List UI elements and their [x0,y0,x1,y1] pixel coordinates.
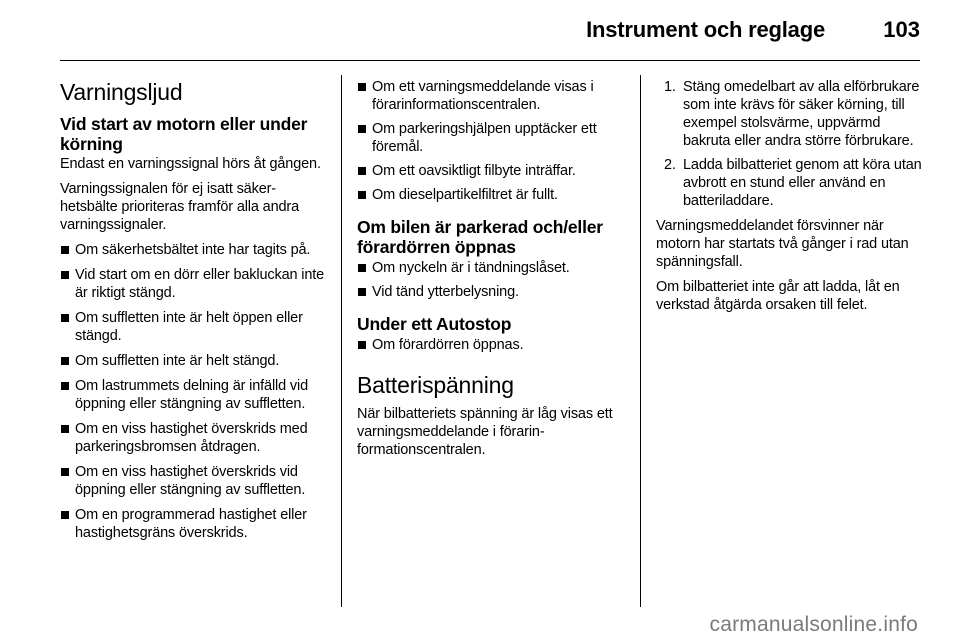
paragraph: Om bilbatteriet inte går att ladda, låt en verkstad åtgärda orsaken till felet. [656,279,900,313]
column-1 [60,62,325,542]
list-item: Om ett varningsmeddelande visas i förarinformationscentralen. [357,78,625,114]
step-number: 1. [664,79,676,95]
list-item [656,78,922,150]
paragraph: Varningssignalen för ej isatt säkerhetsbälte prioriteras framför alla andra varningssignaler. [60,181,300,233]
column-2 [357,62,625,459]
column-3 [656,62,922,314]
list-item: Vid tänd ytterbelysning. [357,283,625,301]
section-title-batterispanning: Batterispänning [357,372,514,398]
page-number: 103 [883,17,920,42]
column-divider [341,75,342,607]
subsection-title-parkerad: Om bilen är parkerad och/eller förardörren öppnas [357,217,603,257]
list-item: Om en viss hastighet överskrids vid öppning eller stängning av suffletten. [60,463,325,499]
list-item: Om suffletten inte är helt stängd. [60,352,325,370]
list-item: Om lastrummets delning är infälld vid öppning eller stängning av suffletten. [60,377,325,413]
list-item: Om en viss hastighet överskrids med parkeringsbromsen åtdragen. [60,420,325,456]
step-text: Stäng omedelbart av alla elförbrukare som inte krävs för säker körning, till exempel stolsvärme, uppvärmd bakruta eller andra större förbrukare. [683,79,920,149]
subsection-title-autostop: Under ett Autostop [357,314,512,334]
warning-bullet-list [357,78,625,204]
list-item: Om säkerhetsbältet inte har tagits på. [60,241,325,259]
autostop-bullet-list [357,336,625,354]
column-divider [640,75,641,607]
subsection-title-start: Vid start av motorn eller under körning [60,114,308,154]
warning-bullet-list [60,241,325,542]
paragraph: Varningsmeddelandet försvinner när motorn har startats två gånger i rad utan spänningsfall. [656,218,909,270]
paragraph: Endast en varningssignal hörs åt gången. [60,156,321,172]
list-item: Om förardörren öppnas. [357,336,625,354]
chapter-title: Instrument och reglage [586,17,825,42]
list-item: Om ett oavsiktligt filbyte inträffar. [357,162,625,180]
list-item: Om nyckeln är i tändningslåset. [357,259,625,277]
list-item: Om parkeringshjälpen upptäcker ett föremål. [357,120,625,156]
paragraph: När bilbatteriets spänning är låg visas ett varningsmeddelande i förarinformationscentralen. [357,406,613,458]
list-item: Vid start om en dörr eller bakluckan inte är riktigt stängd. [60,266,325,302]
list-item: Om dieselpartikelfiltret är fullt. [357,186,625,204]
action-steps-list [656,78,922,210]
watermark: carmanualsonline.info [709,613,918,636]
step-text: Ladda bilbatteriet genom att köra utan avbrott en stund eller använd en batteriladdare. [683,157,922,209]
list-item [656,156,922,210]
parked-bullet-list [357,259,625,301]
list-item: Om suffletten inte är helt öppen eller stängd. [60,309,325,345]
step-number: 2. [664,157,676,173]
list-item: Om en programmerad hastighet eller hastighetsgräns överskrids. [60,506,325,542]
page-header [60,0,920,61]
section-title-varningsljud: Varningsljud [60,79,183,105]
